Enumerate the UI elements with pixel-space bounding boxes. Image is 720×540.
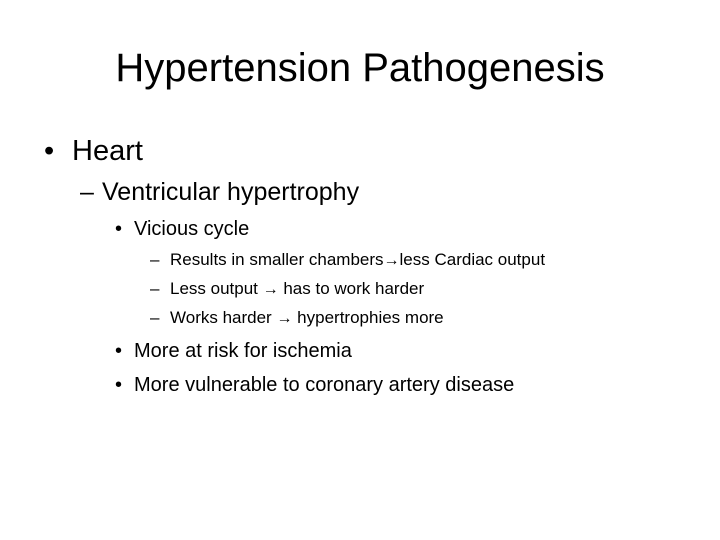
bullet-dot: • xyxy=(115,340,123,362)
bullet-dot: • xyxy=(44,135,55,167)
harder-text-a: Works harder xyxy=(170,308,277,327)
chambers-text-a: Results in smaller chambers xyxy=(170,250,384,269)
bullet-dot: • xyxy=(115,218,123,240)
arrow-icon: → xyxy=(383,252,400,269)
bullet-coronary-text: More vulnerable to coronary artery disease xyxy=(134,374,515,396)
bullet-dash: – xyxy=(150,308,160,327)
bullet-heart-text: Heart xyxy=(72,135,143,167)
bullet-dash: – xyxy=(150,250,160,269)
arrow-icon: → xyxy=(276,310,293,327)
output-text-a: Less output xyxy=(170,279,263,298)
slide-title: Hypertension Pathogenesis xyxy=(115,46,605,90)
sub-bullet-chambers-line xyxy=(170,249,545,272)
sub-bullet-output-line xyxy=(170,278,424,301)
bullet-dash: – xyxy=(80,178,94,206)
bullet-dot: • xyxy=(115,374,123,396)
chambers-text-b: less Cardiac output xyxy=(399,250,546,269)
bullet-ventricular-text: Ventricular hypertrophy xyxy=(102,178,360,206)
bullet-ischemia-text: More at risk for ischemia xyxy=(134,340,352,362)
arrow-icon: → xyxy=(262,281,279,298)
harder-text-b: hypertrophies more xyxy=(292,308,444,327)
bullet-dash: – xyxy=(150,279,160,298)
sub-bullet-harder-line xyxy=(170,307,444,330)
bullet-vicious-text: Vicious cycle xyxy=(134,218,250,240)
output-text-b: has to work harder xyxy=(278,279,425,298)
